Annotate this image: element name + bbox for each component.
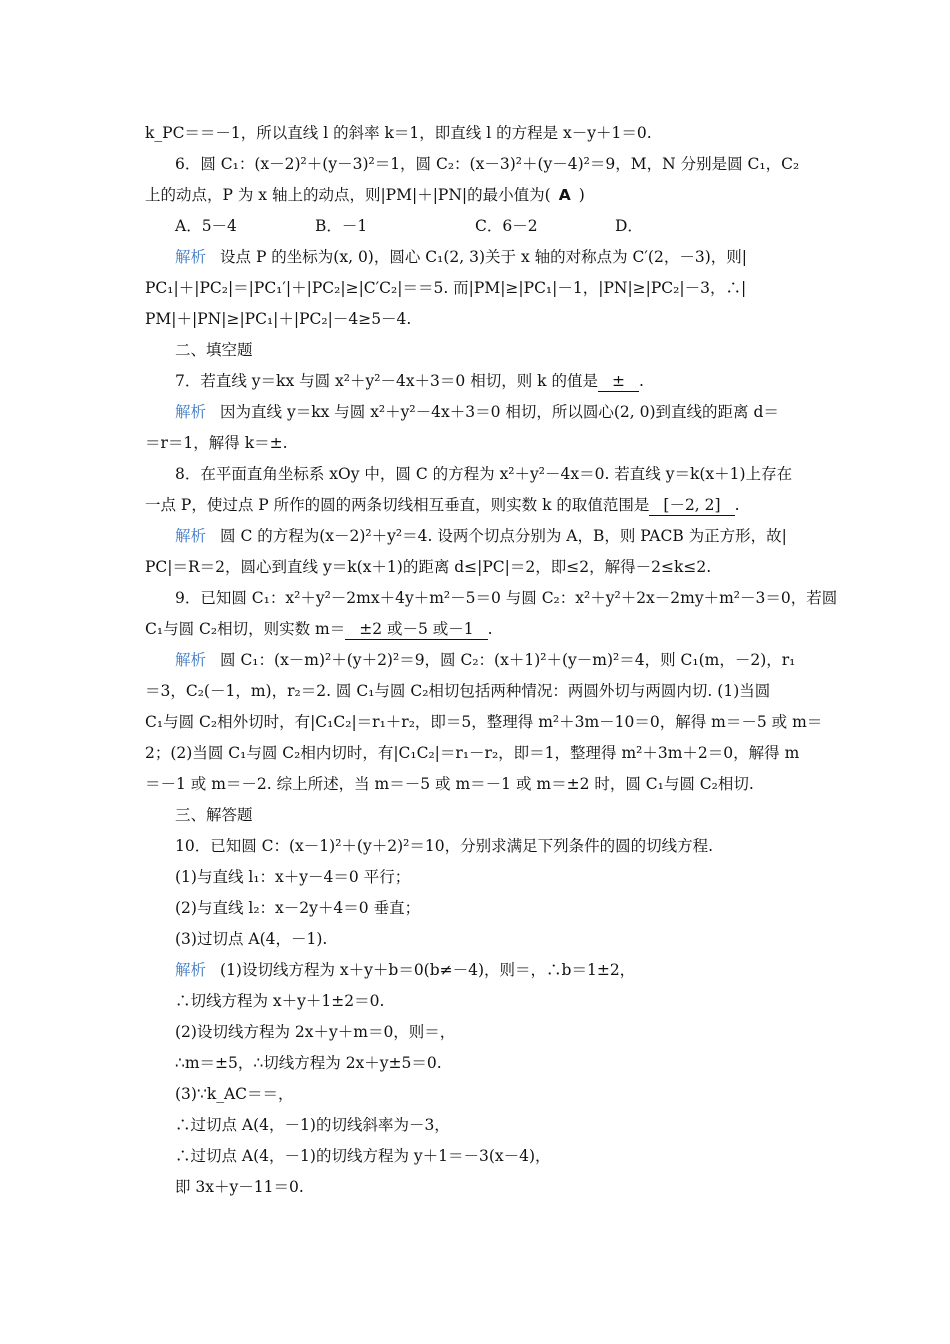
question-9-text: C₁与圆 C₂相切，则实数 m＝ (145, 620, 346, 638)
solution-8-line (145, 521, 810, 552)
question-6-stem: 6．圆 C₁：(x－2)²＋(y－3)²＝1，圆 C₂：(x－3)²＋(y－4)²＝9，M，N 分别是圆 C₁，C₂ (175, 155, 800, 173)
solution-6-line: PM|＋|PN|≥|PC₁|＋|PC₂|－4≥5－4. (145, 310, 412, 328)
question-9-answer: ±2 或－5 或－1 (345, 619, 487, 640)
solution-label: 解析 (175, 403, 207, 421)
option-a: A．5－4 (175, 217, 237, 235)
text-line: k_PC＝＝－1，所以直线 l 的斜率 k＝1，即直线 l 的方程是 x－y＋1＝0. (145, 124, 652, 142)
solution-10-line: (2)设切线方程为 2x＋y＋m＝0，则＝， (175, 1023, 456, 1041)
solution-10-line: (3)∵k_AC＝＝， (175, 1085, 294, 1103)
solution-7-line: ＝r＝1，解得 k＝±. (145, 434, 288, 452)
solution-text: 设点 P 的坐标为(x, 0)，圆心 C₁(2, 3)关于 x 轴的对称点为 C′(2，－3)，则| (220, 248, 747, 266)
solution-9-line: ＝－1 或 m＝－2. 综上所述，当 m＝－5 或 m＝－1 或 m＝±2 时，圆 C₁与圆 C₂相切. (145, 775, 754, 793)
solution-10-line: ∴过切点 A(4，－1)的切线斜率为－3， (175, 1116, 450, 1134)
question-7-period: . (638, 372, 644, 390)
solution-10-line: ∴过切点 A(4，－1)的切线方程为 y＋1＝－3(x－4)， (175, 1147, 551, 1165)
solution-9-line (145, 645, 810, 676)
question-6-stem-cont (145, 180, 810, 211)
solution-10-line: ∴m＝±5，∴切线方程为 2x＋y±5＝0. (175, 1054, 442, 1072)
solution-label: 解析 (175, 248, 207, 266)
solution-10-line (145, 955, 810, 986)
question-10-stem: 10．已知圆 C：(x－1)²＋(y＋2)²＝10，分别求满足下列条件的圆的切线方程. (175, 837, 713, 855)
solution-text: 因为直线 y＝kx 与圆 x²＋y²－4x＋3＝0 相切，所以圆心(2, 0)到直线的距离 d＝ (220, 403, 779, 421)
question-8-period: . (734, 496, 740, 514)
option-c: C．6－2 (475, 217, 538, 235)
section-heading-answer: 三、解答题 (175, 806, 253, 824)
question-9-stem: 9．已知圆 C₁：x²＋y²－2mx＋4y＋m²－5＝0 与圆 C₂：x²＋y²＋2x－2my＋m²－3＝0，若圆 (175, 589, 838, 607)
question-8-stem: 8．在平面直角坐标系 xOy 中，圆 C 的方程为 x²＋y²－4x＝0. 若直线 y＝k(x＋1)上存在 (175, 465, 793, 483)
solution-text: 圆 C₁：(x－m)²＋(y＋2)²＝9，圆 C₂：(x＋1)²＋(y－m)²＝4，则 C₁(m，－2)，r₁ (220, 651, 796, 669)
solution-9-line: ＝3，C₂(－1，m)，r₂＝2. 圆 C₁与圆 C₂相切包括两种情况：两圆外切与两圆内切. (1)当圆 (145, 682, 771, 700)
section-heading-fill-in: 二、填空题 (175, 341, 253, 359)
option-d: D． (615, 217, 643, 235)
solution-10-line: ∴切线方程为 x＋y＋1±2＝0. (175, 992, 385, 1010)
solution-7-line (145, 397, 810, 428)
option-b: B．－1 (315, 217, 368, 235)
question-8-answer: [－2, 2] (649, 495, 734, 516)
question-10-part: (3)过切点 A(4，－1). (175, 930, 328, 948)
question-8-stem-cont (145, 490, 810, 521)
solution-6-line: PC₁|＋|PC₂|＝|PC₁′|＋|PC₂|≥|C′C₂|＝＝5. 而|PM|≥|PC₁|－1，|PN|≥|PC₂|－3，∴| (145, 279, 747, 297)
solution-9-line: 2；(2)当圆 C₁与圆 C₂相内切时，有|C₁C₂|＝r₁－r₂，即＝1，整理得 m²＋3m＋2＝0，解得 m (145, 744, 800, 762)
question-10-part: (1)与直线 l₁：x＋y－4＝0 平行； (175, 868, 411, 886)
question-8-text: 一点 P，使过点 P 所作的圆的两条切线相互垂直，则实数 k 的取值范围是 (145, 496, 650, 514)
question-7-answer: ± (598, 371, 639, 392)
question-10-part: (2)与直线 l₂：x－2y＋4＝0 垂直； (175, 899, 421, 917)
question-6-paren: ) (578, 186, 585, 204)
question-6-text: 上的动点，P 为 x 轴上的动点，则|PM|＋|PN|的最小值为( (145, 186, 551, 204)
solution-9-line: C₁与圆 C₂相外切时，有|C₁C₂|＝r₁＋r₂，即＝5，整理得 m²＋3m－10＝0，解得 m＝－5 或 m＝ (145, 713, 823, 731)
solution-6-line (145, 242, 810, 273)
solution-text: 圆 C 的方程为(x－2)²＋y²＝4. 设两个切点分别为 A，B，则 PACB 为正方形，故| (220, 527, 787, 545)
solution-10-line: 即 3x＋y－11＝0. (175, 1178, 304, 1196)
question-6-options (145, 211, 810, 242)
solution-8-line: PC|＝R＝2，圆心到直线 y＝k(x＋1)的距离 d≤|PC|＝2，即≤2，解得－2≤k≤2. (145, 558, 712, 576)
question-9-period: . (487, 620, 493, 638)
document-body (145, 118, 838, 1203)
question-7-text: 7．若直线 y＝kx 与圆 x²＋y²－4x＋3＝0 相切，则 k 的值是 (175, 372, 598, 390)
question-7-stem (145, 366, 810, 397)
question-9-stem-cont (145, 614, 810, 645)
solution-label: 解析 (175, 527, 207, 545)
solution-label: 解析 (175, 651, 207, 669)
solution-label: 解析 (175, 961, 207, 979)
solution-text: (1)设切线方程为 x＋y＋b＝0(b≠－4)，则＝，∴b＝1±2， (220, 961, 636, 979)
question-6-answer: A (558, 186, 571, 204)
